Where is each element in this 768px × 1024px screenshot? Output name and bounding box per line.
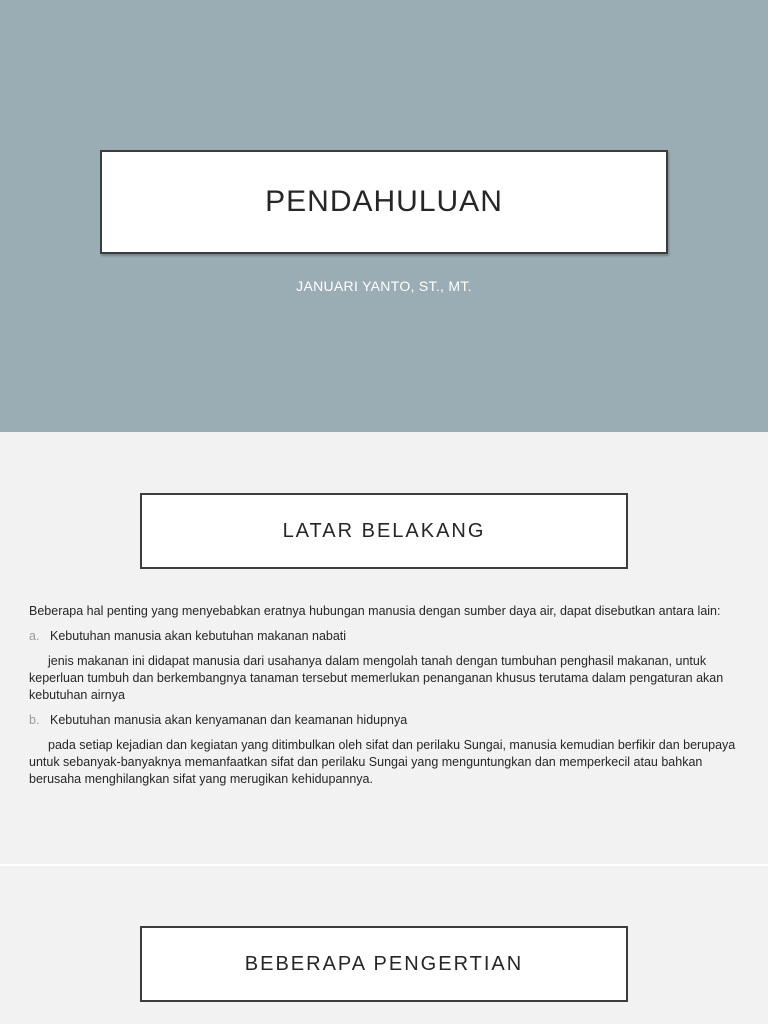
intro-text: Beberapa hal penting yang menyebabkan eratnya hubungan manusia dengan sumber daya air, dapat disebutkan antara lain: xyxy=(29,604,721,618)
list-item xyxy=(29,628,751,645)
slide-subtitle: JANUARI YANTO, ST., MT. xyxy=(296,278,472,294)
list-marker: b. xyxy=(29,713,40,727)
slide-title: PENDAHULUAN xyxy=(265,185,503,218)
section-title: BEBERAPA PENGERTIAN xyxy=(244,952,524,975)
title-slide xyxy=(0,0,768,432)
slide-content xyxy=(29,603,751,796)
list-item-heading: Kebutuhan manusia akan kenyamanan dan keamanan hidupnya xyxy=(50,713,408,727)
section-title: LATAR BELAKANG xyxy=(282,519,486,542)
section-title-box xyxy=(140,493,628,569)
latar-belakang-slide xyxy=(0,432,768,864)
title-box xyxy=(100,150,668,254)
list-item-heading: Kebutuhan manusia akan kebutuhan makanan nabati xyxy=(50,629,347,643)
beberapa-pengertian-slide xyxy=(0,866,768,1024)
list-item xyxy=(29,712,751,729)
list-item-paragraph: jenis makanan ini didapat manusia dari usahanya dalam mengolah tanah dengan tumbuhan penghasil makanan, untuk keperluan tumbuh dan berkembangnya tanaman tersebut memerlukan penanganan khusus terutama dalam pengaturan akan kebutuhan airnya xyxy=(29,654,724,702)
section-title-box xyxy=(140,926,628,1002)
list-marker: a. xyxy=(29,629,40,643)
list-item-paragraph: pada setiap kejadian dan kegiatan yang ditimbulkan oleh sifat dan perilaku Sungai, manusia kemudian berfikir dan berupaya untuk sebanyak-banyaknya memanfaatkan sifat dan perilaku Sungai yang menguntungkan dan memperkecil atau bahkan berusaha menghilangkan sifat yang merugikan kehidupannya. xyxy=(29,738,736,786)
